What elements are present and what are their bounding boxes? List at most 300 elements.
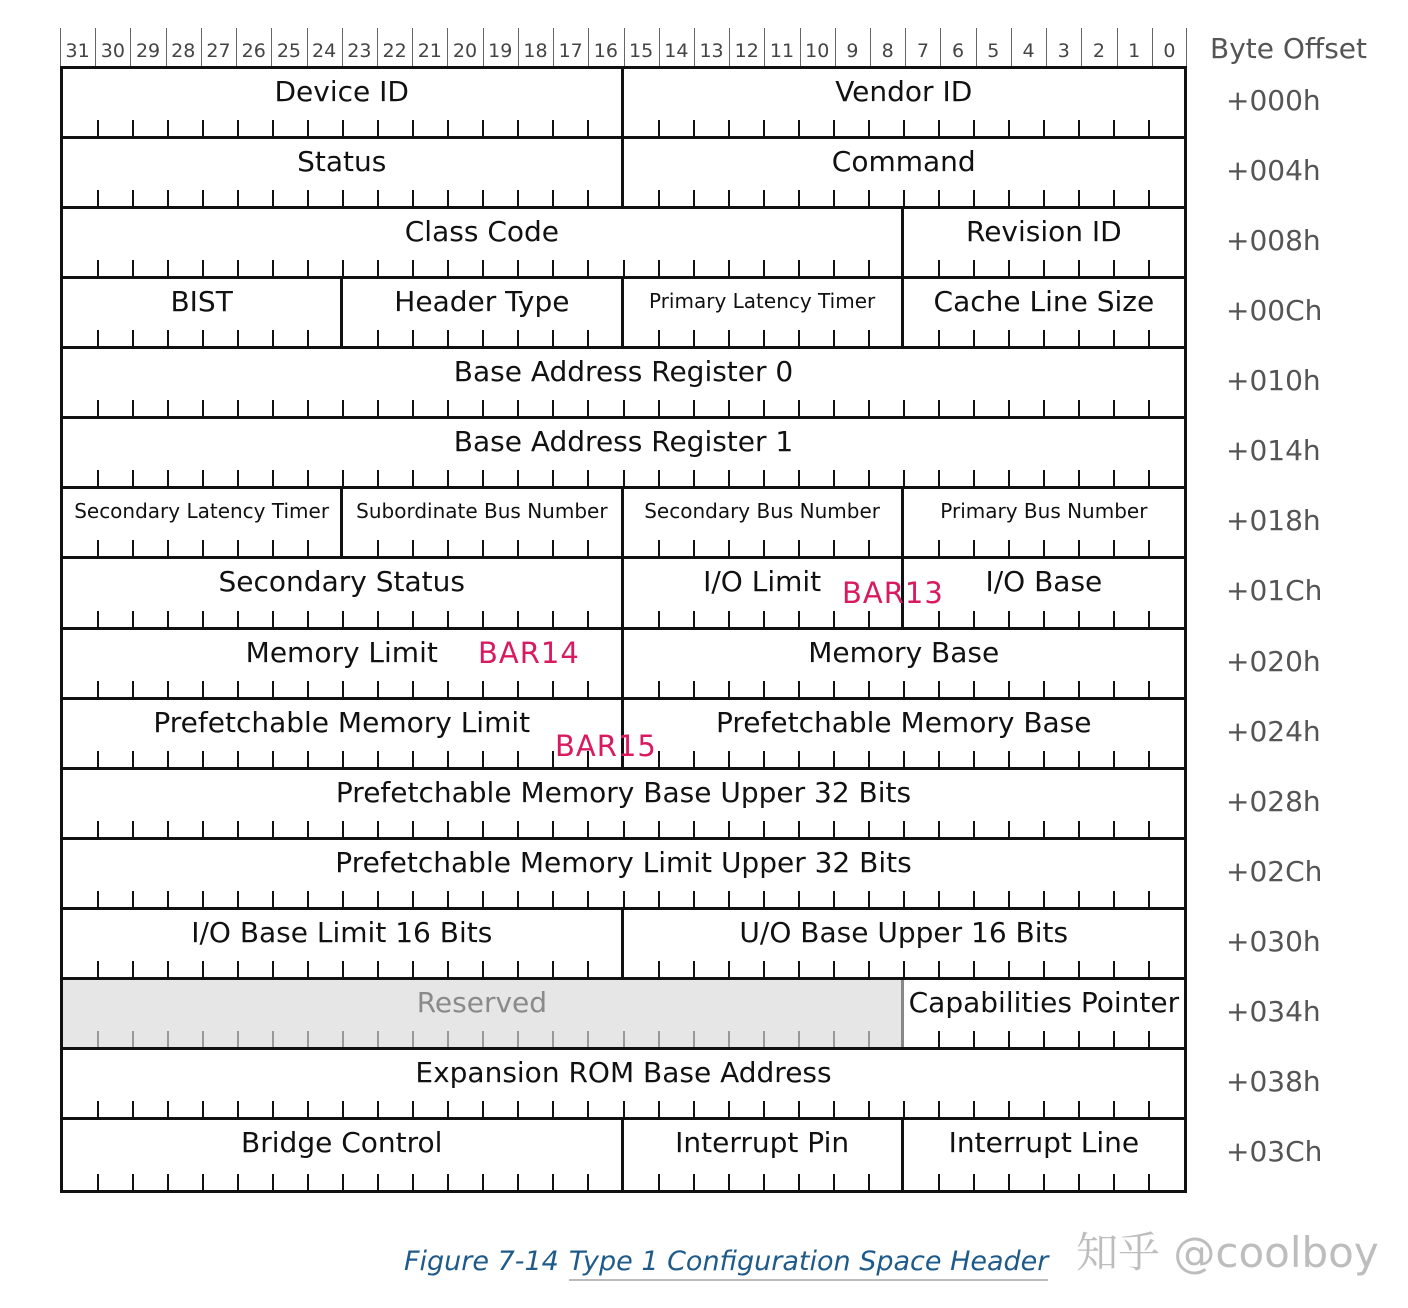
bit-ticks: [343, 538, 620, 556]
bit-tick: [517, 540, 519, 556]
bit-tick: [97, 190, 99, 206]
bit-ticks: [904, 328, 1184, 346]
bit-tick: [1008, 540, 1010, 556]
bit-tick: [307, 120, 309, 136]
bit-number: 30: [100, 40, 125, 62]
bit-tick: [167, 681, 169, 697]
bit-tick: [658, 1101, 660, 1117]
bit-tick: [272, 681, 274, 697]
bit-tick: [517, 120, 519, 136]
bit-number-header: [60, 28, 1187, 66]
bit-tick: [1113, 190, 1115, 206]
bit-tick: [412, 260, 414, 276]
bit-number: 11: [769, 40, 795, 62]
register-row: [63, 69, 1184, 139]
bit-tick: [1008, 400, 1010, 416]
bit-tick: [272, 1031, 274, 1047]
bit-tick: [272, 751, 274, 767]
field-label: Prefetchable Memory Base: [715, 705, 1092, 739]
bit-tick: [482, 190, 484, 206]
bit-tick: [1148, 891, 1150, 907]
bit-tick: [517, 1101, 519, 1117]
bit-tick: [97, 260, 99, 276]
bit-tick: [307, 681, 309, 697]
field-label: Reserved: [416, 985, 548, 1019]
register-field: [624, 139, 1185, 206]
bit-ticks: [63, 118, 621, 136]
bit-tick: [728, 821, 730, 837]
bit-tick: [973, 1174, 975, 1190]
bit-tick: [587, 821, 589, 837]
bit-number: 6: [952, 40, 965, 62]
bit-tick: [868, 1031, 870, 1047]
figure-number: Figure 7-14: [404, 1246, 559, 1277]
bit-tick: [938, 961, 940, 977]
bit-tick: [868, 1101, 870, 1117]
byte-offset-label: +01Ch: [1226, 574, 1323, 608]
bit-tick: [1148, 751, 1150, 767]
bit-tick: [167, 120, 169, 136]
bit-tick: [307, 540, 309, 556]
bit-tick: [1148, 1101, 1150, 1117]
bit-tick: [342, 821, 344, 837]
bit-tick: [447, 540, 449, 556]
bar15-annotation: BAR15: [555, 729, 657, 763]
bit-tick: [1078, 681, 1080, 697]
register-field: [63, 559, 624, 626]
bit-tick: [1043, 751, 1045, 767]
bit-tick: [237, 470, 239, 486]
bit-tick: [517, 190, 519, 206]
bit-tick: [517, 400, 519, 416]
bit-tick: [938, 891, 940, 907]
field-label: Bridge Control: [241, 1125, 443, 1159]
bit-ticks: [904, 258, 1184, 276]
bit-tick: [97, 611, 99, 627]
bit-tick: [377, 1174, 379, 1190]
byte-offset-label: +028h: [1226, 784, 1321, 818]
bit-tick: [868, 961, 870, 977]
bit-tick: [97, 751, 99, 767]
bit-tick: [447, 400, 449, 416]
bit-tick: [237, 891, 239, 907]
bit-tick: [903, 891, 905, 907]
bit-tick: [412, 470, 414, 486]
bit-tick: [1148, 120, 1150, 136]
bit-tick: [202, 470, 204, 486]
bit-tick: [167, 400, 169, 416]
bit-tick: [167, 891, 169, 907]
bit-tick: [482, 821, 484, 837]
register-field: [63, 770, 1184, 837]
bit-tick: [202, 1101, 204, 1117]
bit-ticks: [63, 1172, 621, 1190]
bit-tick: [97, 1031, 99, 1047]
bit-tick: [307, 611, 309, 627]
figure-caption: [404, 1246, 1048, 1277]
bit-ticks: [63, 258, 901, 276]
register-field: [624, 910, 1185, 977]
bit-tick: [587, 260, 589, 276]
bit-tick: [1043, 611, 1045, 627]
bit-tick: [833, 891, 835, 907]
bit-tick: [412, 400, 414, 416]
bit-tick: [552, 470, 554, 486]
bit-number: 21: [417, 40, 442, 62]
bit-ticks: [63, 889, 1184, 907]
bit-tick: [97, 821, 99, 837]
bit-ticks: [63, 609, 621, 627]
bit-tick: [1148, 190, 1150, 206]
bit-tick: [903, 961, 905, 977]
bit-tick: [658, 1031, 660, 1047]
bit-tick: [272, 891, 274, 907]
bit-tick: [728, 891, 730, 907]
bit-tick: [1078, 540, 1080, 556]
bit-tick: [412, 611, 414, 627]
bit-tick: [237, 1101, 239, 1117]
bit-tick: [658, 540, 660, 556]
bit-tick: [1043, 891, 1045, 907]
bit-tick: [517, 1174, 519, 1190]
bit-tick: [973, 1101, 975, 1117]
bit-tick: [798, 260, 800, 276]
register-field: [63, 1050, 1184, 1117]
bit-tick: [693, 1174, 695, 1190]
bit-number: 10: [805, 40, 830, 62]
register-field: [63, 209, 904, 276]
bit-tick: [1148, 821, 1150, 837]
bit-tick: [1078, 190, 1080, 206]
bit-ticks: [63, 468, 1184, 486]
bit-tick: [552, 891, 554, 907]
bit-tick: [1008, 1031, 1010, 1047]
bit-tick: [1113, 330, 1115, 346]
bit-tick: [658, 891, 660, 907]
bit-tick: [587, 470, 589, 486]
bit-tick: [763, 540, 765, 556]
bit-tick: [1113, 1031, 1115, 1047]
bit-tick: [517, 330, 519, 346]
bit-tick: [377, 1031, 379, 1047]
bit-tick: [377, 961, 379, 977]
bit-tick: [763, 330, 765, 346]
bit-tick: [798, 190, 800, 206]
bit-tick: [1113, 681, 1115, 697]
register-row: [63, 419, 1184, 489]
bit-tick: [1113, 540, 1115, 556]
byte-offset-label: +008h: [1226, 224, 1321, 258]
bit-tick: [97, 1101, 99, 1117]
bit-tick: [973, 120, 975, 136]
bit-tick: [798, 891, 800, 907]
bit-tick: [1043, 821, 1045, 837]
bit-tick: [728, 330, 730, 346]
field-label: Prefetchable Memory Limit Upper 32 Bits: [335, 845, 912, 879]
bit-tick: [938, 821, 940, 837]
bit-tick: [167, 751, 169, 767]
bit-tick: [97, 961, 99, 977]
bit-tick: [763, 891, 765, 907]
bit-tick: [447, 190, 449, 206]
bit-number: 26: [241, 40, 266, 62]
bit-tick: [1043, 681, 1045, 697]
bit-tick: [272, 961, 274, 977]
bit-tick: [447, 961, 449, 977]
bit-tick: [833, 1101, 835, 1117]
bit-tick: [587, 611, 589, 627]
bit-tick: [903, 821, 905, 837]
bit-tick: [658, 470, 660, 486]
bit-tick: [377, 1101, 379, 1117]
bit-tick: [237, 120, 239, 136]
bit-tick: [377, 260, 379, 276]
bit-tick: [973, 260, 975, 276]
register-field: [63, 840, 1184, 907]
bit-tick: [167, 190, 169, 206]
bit-tick: [903, 1101, 905, 1117]
bit-tick: [1008, 260, 1010, 276]
bit-tick: [587, 1101, 589, 1117]
bit-ticks: [624, 1172, 901, 1190]
bit-separator: [1186, 28, 1187, 66]
bit-tick: [202, 1031, 204, 1047]
bit-tick: [482, 260, 484, 276]
bit-number: 2: [1092, 40, 1105, 62]
field-label: Command: [831, 145, 976, 179]
bit-tick: [412, 330, 414, 346]
bit-tick: [728, 961, 730, 977]
bit-number: 19: [488, 40, 513, 62]
bit-tick: [132, 1174, 134, 1190]
bit-ticks: [63, 328, 340, 346]
register-row: [63, 630, 1184, 700]
bit-tick: [307, 961, 309, 977]
bit-tick: [973, 891, 975, 907]
bit-tick: [1043, 1101, 1045, 1117]
bit-number: 23: [347, 40, 372, 62]
bit-tick: [833, 681, 835, 697]
bit-tick: [693, 260, 695, 276]
bit-tick: [623, 260, 625, 276]
register-field: [624, 630, 1185, 697]
bit-tick: [798, 681, 800, 697]
bit-tick: [482, 961, 484, 977]
bit-tick: [658, 190, 660, 206]
bit-tick: [587, 400, 589, 416]
bit-tick: [1078, 891, 1080, 907]
register-field: [904, 1120, 1184, 1190]
bar13-annotation: BAR13: [842, 576, 944, 610]
bit-tick: [798, 961, 800, 977]
register-field: [343, 279, 623, 346]
bit-tick: [1113, 260, 1115, 276]
bit-tick: [307, 751, 309, 767]
bit-tick: [658, 751, 660, 767]
bit-tick: [272, 120, 274, 136]
bit-tick: [97, 120, 99, 136]
field-label: Prefetchable Memory Limit: [153, 705, 531, 739]
bit-tick: [1078, 400, 1080, 416]
bit-tick: [763, 611, 765, 627]
bit-tick: [517, 961, 519, 977]
bit-tick: [237, 751, 239, 767]
bit-tick: [342, 400, 344, 416]
bit-tick: [202, 120, 204, 136]
register-field: [63, 349, 1184, 416]
register-field: [624, 700, 1185, 767]
bit-tick: [868, 891, 870, 907]
bit-tick: [412, 540, 414, 556]
bit-tick: [517, 260, 519, 276]
bit-tick: [1113, 821, 1115, 837]
bit-tick: [587, 330, 589, 346]
bit-tick: [482, 330, 484, 346]
bit-tick: [938, 1031, 940, 1047]
register-field: [904, 489, 1184, 556]
bit-tick: [482, 540, 484, 556]
bit-tick: [237, 1174, 239, 1190]
bit-tick: [1008, 891, 1010, 907]
bit-ticks: [624, 609, 901, 627]
bit-tick: [447, 821, 449, 837]
byte-offset-label: +020h: [1226, 644, 1321, 678]
bit-tick: [938, 751, 940, 767]
bit-tick: [973, 400, 975, 416]
bit-tick: [587, 961, 589, 977]
bit-number: 16: [593, 40, 618, 62]
bit-tick: [272, 611, 274, 627]
bit-tick: [587, 681, 589, 697]
bit-tick: [728, 260, 730, 276]
bit-tick: [693, 470, 695, 486]
bit-tick: [237, 961, 239, 977]
register-row: [63, 1050, 1184, 1120]
bit-tick: [202, 891, 204, 907]
bit-tick: [237, 540, 239, 556]
bit-tick: [1113, 961, 1115, 977]
config-space-table: [60, 66, 1187, 1193]
bit-tick: [1148, 330, 1150, 346]
bit-tick: [1043, 961, 1045, 977]
bit-tick: [202, 1174, 204, 1190]
bit-tick: [447, 611, 449, 627]
bit-tick: [307, 1031, 309, 1047]
bit-tick: [377, 611, 379, 627]
register-field: [904, 209, 1184, 276]
bit-tick: [132, 681, 134, 697]
register-row: [63, 489, 1184, 559]
field-label: Device ID: [274, 75, 409, 108]
bit-tick: [1113, 891, 1115, 907]
bit-tick: [1008, 470, 1010, 486]
bit-tick: [1148, 470, 1150, 486]
bit-tick: [552, 330, 554, 346]
bit-tick: [1078, 1101, 1080, 1117]
field-label: Subordinate Bus Number: [356, 499, 608, 524]
bit-tick: [342, 1101, 344, 1117]
bit-tick: [728, 1101, 730, 1117]
bit-tick: [377, 190, 379, 206]
byte-offset-label: +038h: [1226, 1064, 1321, 1098]
bit-tick: [377, 330, 379, 346]
bit-tick: [342, 190, 344, 206]
bit-tick: [517, 891, 519, 907]
bit-tick: [763, 961, 765, 977]
bit-tick: [447, 1101, 449, 1117]
bit-tick: [377, 120, 379, 136]
bit-tick: [482, 1174, 484, 1190]
bit-tick: [97, 330, 99, 346]
field-label: Secondary Latency Timer: [74, 499, 330, 524]
bit-tick: [202, 681, 204, 697]
bit-number: 12: [734, 40, 759, 62]
bit-tick: [132, 120, 134, 136]
bit-tick: [202, 190, 204, 206]
bit-tick: [1008, 961, 1010, 977]
bit-tick: [482, 120, 484, 136]
bit-tick: [1008, 1174, 1010, 1190]
bit-tick: [482, 751, 484, 767]
bit-tick: [973, 681, 975, 697]
bit-tick: [833, 751, 835, 767]
bit-tick: [377, 470, 379, 486]
bit-tick: [272, 1101, 274, 1117]
bit-ticks: [904, 1029, 1184, 1047]
bit-tick: [938, 1174, 940, 1190]
bit-tick: [412, 681, 414, 697]
bit-tick: [482, 400, 484, 416]
bit-tick: [693, 540, 695, 556]
byte-offset-label: +014h: [1226, 434, 1321, 468]
register-field: [624, 69, 1185, 136]
bit-tick: [202, 260, 204, 276]
bit-tick: [132, 961, 134, 977]
register-field: [63, 139, 624, 206]
bit-tick: [763, 1101, 765, 1117]
bit-tick: [1148, 681, 1150, 697]
bit-tick: [167, 330, 169, 346]
bit-tick: [552, 540, 554, 556]
bit-tick: [272, 400, 274, 416]
bit-ticks: [63, 1099, 1184, 1117]
bit-tick: [728, 120, 730, 136]
bit-tick: [798, 821, 800, 837]
bit-number: 15: [629, 40, 654, 62]
bit-tick: [272, 190, 274, 206]
bit-tick: [272, 1174, 274, 1190]
bit-tick: [1008, 330, 1010, 346]
bit-tick: [587, 120, 589, 136]
bit-tick: [728, 751, 730, 767]
register-field: [343, 489, 623, 556]
bit-tick: [517, 681, 519, 697]
bit-tick: [658, 681, 660, 697]
bit-tick: [658, 330, 660, 346]
bit-tick: [763, 400, 765, 416]
register-field: [63, 910, 624, 977]
bit-tick: [1043, 120, 1045, 136]
bit-tick: [728, 400, 730, 416]
bit-tick: [833, 260, 835, 276]
bit-tick: [693, 1101, 695, 1117]
bit-tick: [623, 821, 625, 837]
bit-tick: [517, 1031, 519, 1047]
bit-tick: [1043, 260, 1045, 276]
bit-tick: [202, 751, 204, 767]
field-label: Memory Base: [808, 635, 1000, 669]
bit-tick: [272, 260, 274, 276]
